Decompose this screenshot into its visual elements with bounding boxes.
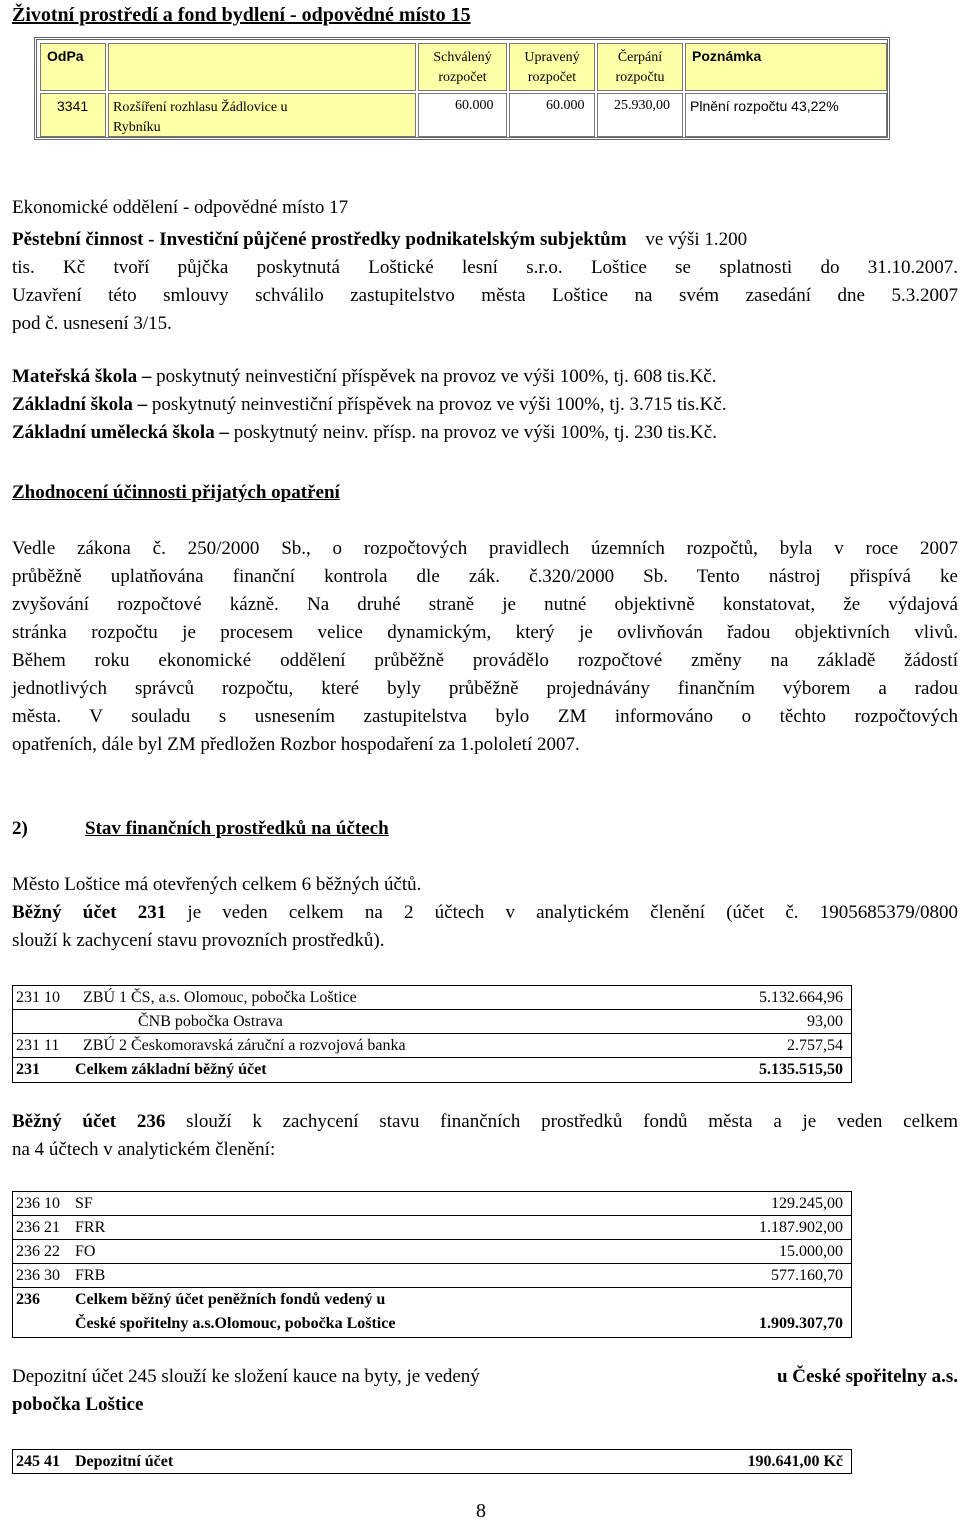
table-row <box>13 1264 851 1288</box>
header-odpa <box>40 43 106 91</box>
contribution-dash: – <box>137 394 148 415</box>
header-upraveny <box>509 43 595 91</box>
effectiveness-line: Během roku ekonomické oddělení průběžně provádělo rozpočtové změny na základě žádostí <box>12 650 958 671</box>
loan-bold-lead: Pěstební činnost - Investiční půjčené prostředky podnikatelským subjektům <box>12 229 627 250</box>
row-label: Depozitní účet <box>75 1453 174 1470</box>
contribution-text: poskytnutý neinv. přísp. na provoz ve výši 100%, tj. 230 tis.Kč. <box>233 422 717 443</box>
cell-cerpani <box>597 93 683 137</box>
header-cerpani-line2: rozpočtu <box>615 70 665 85</box>
row-amount: 5.135.515,50 <box>759 1061 843 1078</box>
table-row <box>13 1034 851 1058</box>
deposit-bank: u České spořitelny a.s. <box>776 1366 958 1387</box>
row-label: SF <box>75 1195 93 1212</box>
header-odpa-label: OdPa <box>47 48 84 64</box>
table-row <box>13 986 851 1010</box>
contribution-line <box>12 366 958 388</box>
deposit-text: Depozitní účet 245 slouží ke složení kauce na byty, je vedený <box>12 1366 480 1387</box>
loan-line-3: Uzavření této smlouvy schválilo zastupitelstvo města Loštice na svém zasedání dne 5.3.2007 <box>12 285 958 306</box>
contribution-org: Základní umělecká škola <box>12 422 215 443</box>
contribution-dash: – <box>219 422 229 443</box>
row-code: 231 10 <box>16 989 60 1006</box>
effectiveness-line: průběžně uplatňována finanční kontrola dle zák. č.320/2000 Sb. Tento nástroj přispívá ke <box>12 566 958 587</box>
account231-intro-line2: slouží k zachycení stavu provozních prostředků). <box>12 930 385 951</box>
table-row-total <box>13 1288 851 1339</box>
row-label: Celkem základní běžný účet <box>75 1061 267 1078</box>
row-label: FO <box>75 1243 96 1260</box>
header-empty <box>108 43 416 91</box>
contribution-dash: – <box>141 366 152 387</box>
row-amount: 15.000,00 <box>779 1243 843 1260</box>
account231-label: Běžný účet 231 <box>12 902 167 923</box>
contribution-line <box>12 394 958 416</box>
header-schvaleny-line1: Schválený <box>433 50 492 65</box>
cell-cerpani-value: 25.930,00 <box>614 98 670 113</box>
effectiveness-line: Vedle zákona č. 250/2000 Sb., o rozpočtových pravidlech územních rozpočtů, byla v roce 2007 <box>12 538 958 559</box>
cell-poznamka-value: Plnění rozpočtu 43,22% <box>690 98 839 114</box>
loan-line-2: tis. Kč tvoří půjčka poskytnutá Loštické lesní s.r.o. Loštice se splatnosti do 31.10.2007. <box>12 257 958 278</box>
contribution-line <box>12 422 958 444</box>
row-code: 236 22 <box>16 1243 60 1260</box>
row-label: ČNB pobočka Ostrava <box>138 1013 283 1030</box>
row-amount: 190.641,00 Kč <box>747 1453 843 1470</box>
table-row <box>13 1216 851 1240</box>
section-number: 2) <box>12 818 28 839</box>
page-number: 8 <box>476 1500 486 1522</box>
account231-rest: je veden celkem na 2 účtech v analytickém členění (účet č. 1905685379/0800 <box>166 902 958 923</box>
row-amount: 1.909.307,70 <box>759 1315 843 1332</box>
section-heading-econ: Ekonomické oddělení - odpovědné místo 17 <box>12 197 349 218</box>
header-upraveny-line2: rozpočet <box>527 70 577 85</box>
cell-name-line2: Rybníku <box>113 120 161 135</box>
table-row <box>13 1240 851 1264</box>
header-cerpani <box>597 43 683 91</box>
cell-name <box>108 93 416 137</box>
table-row-total <box>13 1058 851 1084</box>
row-code: 231 <box>16 1061 40 1078</box>
account-table-236 <box>12 1191 852 1338</box>
effectiveness-line: zvyšování rozpočtové kázně. Na druhé straně je nutné objektivně konstatovat, že výdajová <box>12 594 958 615</box>
row-amount: 93,00 <box>807 1013 843 1030</box>
table-row <box>13 1192 851 1216</box>
section-heading-environment: Životní prostředí a fond bydlení - odpovědné místo 15 <box>12 4 471 26</box>
header-schvaleny-line2: rozpočet <box>438 70 487 85</box>
row-label: ZBÚ 2 Českomoravská záruční a rozvojová banka <box>83 1037 406 1054</box>
account236-label: Běžný účet 236 <box>12 1111 166 1132</box>
header-poznamka-label: Poznámka <box>692 48 762 64</box>
cell-poznamka <box>685 93 887 137</box>
contribution-text: poskytnutý neinvestiční příspěvek na provoz ve výši 100%, tj. 608 tis.Kč. <box>156 366 717 387</box>
account231-intro-line1 <box>12 902 958 924</box>
loan-line-1 <box>12 229 958 251</box>
table-row <box>13 1010 851 1034</box>
account236-rest: slouží k zachycení stavu finančních prostředků fondů města a je veden celkem <box>165 1111 958 1132</box>
row-code: 236 30 <box>16 1267 60 1284</box>
cell-odpa-value: 3341 <box>57 98 89 114</box>
row-code: 236 21 <box>16 1219 60 1236</box>
row-amount: 577.160,70 <box>771 1267 843 1284</box>
cell-odpa <box>40 93 106 137</box>
effectiveness-line: stránka rozpočtu je procesem velice dynamickým, který je ovlivňován řadou objektivních vlivů. <box>12 622 958 643</box>
cell-schvaleny-value: 60.000 <box>455 98 494 113</box>
contribution-text: poskytnutý neinvestiční příspěvek na provoz ve výši 100%, tj. 3.715 tis.Kč. <box>151 394 727 415</box>
accounts-intro: Město Loštice má otevřených celkem 6 běžných účtů. <box>12 874 422 895</box>
account236-intro-line1 <box>12 1111 958 1133</box>
contribution-org: Mateřská škola <box>12 366 138 387</box>
row-amount: 1.187.902,00 <box>759 1219 843 1236</box>
effectiveness-line: opatřeních, dále byl ZM předložen Rozbor hospodaření za 1.pololetí 2007. <box>12 734 580 755</box>
row-code: 245 41 <box>16 1453 60 1470</box>
loan-line1-rest: ve výši 1.200 <box>645 229 748 250</box>
row-label-line1: Celkem běžný účet peněžních fondů vedený u <box>75 1291 386 1308</box>
header-poznamka <box>685 43 887 91</box>
cell-name-line1: Rozšíření rozhlasu Žádlovice u <box>113 100 288 115</box>
effectiveness-line: jednotlivých správců rozpočtu, které byly průběžně projednávány finančním výborem a radou <box>12 678 958 699</box>
section-title: Stav finančních prostředků na účtech <box>85 818 389 839</box>
row-code: 231 11 <box>16 1037 60 1054</box>
section-heading-effectiveness: Zhodnocení účinnosti přijatých opatření <box>12 482 340 503</box>
cell-upraveny <box>509 93 595 137</box>
header-cerpani-line1: Čerpání <box>617 50 663 65</box>
row-amount: 2.757,54 <box>787 1037 843 1054</box>
contribution-org: Základní škola <box>12 394 133 415</box>
header-schvaleny <box>418 43 507 91</box>
cell-upraveny-value: 60.000 <box>546 98 585 113</box>
effectiveness-line: města. V souladu s usnesením zastupitelstva bylo ZM informováno o těchto rozpočtových <box>12 706 958 727</box>
account-table-231 <box>12 985 852 1083</box>
account236-intro-line2: na 4 účtech v analytickém členění: <box>12 1139 276 1160</box>
deposit-intro-line2: pobočka Loštice <box>12 1394 144 1415</box>
row-amount: 129.245,00 <box>771 1195 843 1212</box>
deposit-intro-line1 <box>12 1366 958 1388</box>
row-code: 236 10 <box>16 1195 60 1212</box>
section-heading-funds <box>12 818 958 840</box>
budget-table <box>34 37 890 140</box>
row-amount: 5.132.664,96 <box>759 989 843 1006</box>
row-label-line2: České spořitelny a.s.Olomouc, pobočka Loštice <box>75 1315 396 1332</box>
row-label: FRB <box>75 1267 106 1284</box>
loan-line-4: pod č. usnesení 3/15. <box>12 313 172 334</box>
account-table-245 <box>12 1449 852 1474</box>
header-upraveny-line1: Upravený <box>524 50 580 65</box>
cell-schvaleny <box>418 93 507 137</box>
row-label: ZBÚ 1 ČS, a.s. Olomouc, pobočka Loštice <box>83 989 357 1006</box>
row-code: 236 <box>16 1291 40 1308</box>
table-row-total <box>13 1450 851 1475</box>
row-label: FRR <box>75 1219 106 1236</box>
